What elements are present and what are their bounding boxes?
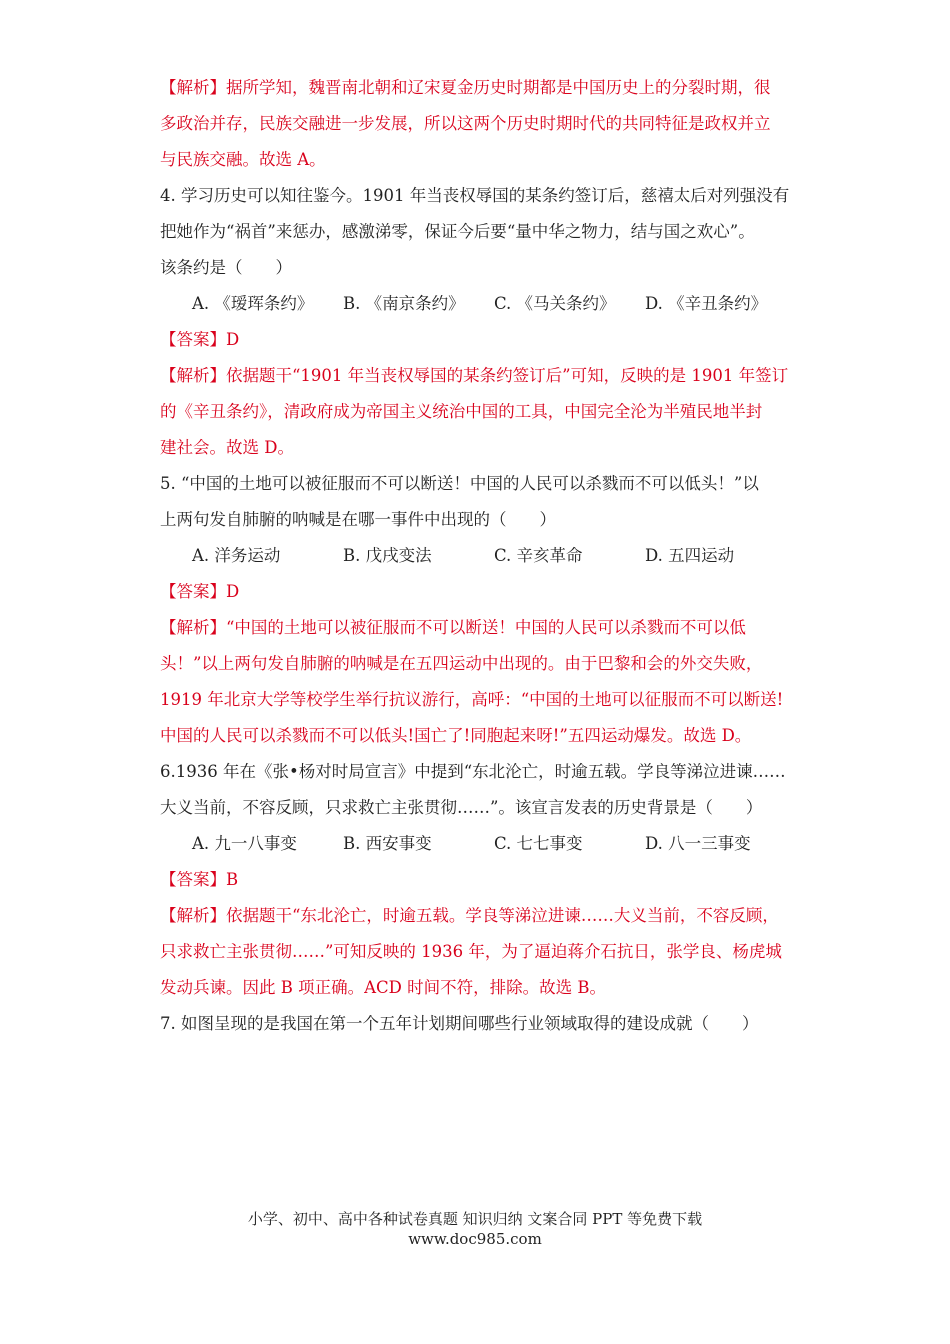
q5-answer: 【答案】D — [160, 582, 240, 601]
q6-option-c: C. 七七事变 — [494, 834, 583, 853]
q5-options — [160, 538, 800, 574]
q4-question-line-3: 该条约是（ ） — [160, 258, 292, 277]
q5-option-d: D. 五四运动 — [645, 546, 735, 565]
q4-options — [160, 286, 800, 322]
q4-analysis-line-2: 的《辛丑条约》，清政府成为帝国主义统治中国的工具，中国完全沦为半殖民地半封 — [160, 402, 763, 421]
q7-question-line-1: 7. 如图呈现的是我国在第一个五年计划期间哪些行业领域取得的建设成就（ ） — [160, 1014, 759, 1033]
q6-question-line-1: 6.1936 年在《张•杨对时局宣言》中提到“东北沦亡，时逾五载。学良等涕泣进谏…… — [160, 762, 786, 781]
q6-analysis-line-1: 【解析】依据题干“东北沦亡，时逾五载。学良等涕泣进谏……大义当前，不容反顾， — [160, 906, 779, 925]
q6-analysis-line-3: 发动兵谏。因此 B 项正确。ACD 时间不符，排除。故选 B。 — [160, 978, 606, 997]
q4-question-line-2: 把她作为“祸首”来惩办，感激涕零，保证今后要“量中华之物力，结与国之欢心”。 — [160, 222, 755, 241]
q5-analysis-line-1: 【解析】“中国的土地可以被征服而不可以断送！中国的人民可以杀戮而不可以低 — [160, 618, 746, 637]
q4-analysis-line-3: 建社会。故选 D。 — [160, 438, 294, 457]
footer-website-link[interactable]: www.doc985.com — [408, 1230, 542, 1248]
q5-option-c: C. 辛亥革命 — [494, 546, 583, 565]
q6-question-line-2: 大义当前，不容反顾，只求救亡主张贯彻……”。该宣言发表的历史背景是（ ） — [160, 798, 763, 817]
q5-option-a: A. 洋务运动 — [192, 546, 281, 565]
q3-analysis-line-2: 多政治并存，民族交融进一步发展，所以这两个历史时期时代的共同特征是政权并立 — [160, 114, 771, 133]
q4-option-d: D. 《辛丑条约》 — [645, 294, 768, 313]
q6-answer: 【答案】B — [160, 870, 239, 889]
q4-answer: 【答案】D — [160, 330, 240, 349]
q4-option-b: B. 《南京条约》 — [343, 294, 465, 313]
q5-analysis-line-2: 头！”以上两句发自肺腑的呐喊是在五四运动中出现的。由于巴黎和会的外交失败， — [160, 654, 763, 673]
q5-option-b: B. 戊戌变法 — [343, 546, 432, 565]
document-page — [160, 70, 800, 1042]
q5-question-line-2: 上两句发自肺腑的呐喊是在哪一事件中出现的（ ） — [160, 510, 556, 529]
q4-question-line-1: 4. 学习历史可以知往鉴今。1901 年当丧权辱国的某条约签订后，慈禧太后对列强没有 — [160, 186, 790, 205]
q3-analysis-line-3: 与民族交融。故选 A。 — [160, 150, 326, 169]
q5-question-line-1: 5. “中国的土地可以被征服而不可以断送！中国的人民可以杀戮而不可以低头！”以 — [160, 474, 759, 493]
q6-option-d: D. 八一三事变 — [645, 834, 751, 853]
q6-options — [160, 826, 800, 862]
q5-analysis-line-4: 中国的人民可以杀戮而不可以低头!国亡了!同胞起来呀!”五四运动爆发。故选 D。 — [160, 726, 752, 745]
q4-analysis-line-1: 【解析】依据题干“1901 年当丧权辱国的某条约签订后”可知，反映的是 1901 年签订 — [160, 366, 789, 385]
q4-option-a: A. 《瑷珲条约》 — [192, 294, 314, 313]
footer-promo-text: 小学、初中、高中各种试卷真题 知识归纳 文案合同 PPT 等免费下载 — [247, 1210, 703, 1228]
q6-analysis-line-2: 只求救亡主张贯彻……”可知反映的 1936 年，为了逼迫蒋介石抗日，张学良、杨虎城 — [160, 942, 782, 961]
q5-analysis-line-3: 1919 年北京大学等校学生举行抗议游行，高呼：“中国的土地可以征服而不可以断送! — [160, 690, 784, 709]
q4-option-c: C. 《马关条约》 — [494, 294, 616, 313]
q6-option-a: A. 九一八事变 — [192, 834, 297, 853]
q3-analysis-line-1: 【解析】据所学知，魏晋南北朝和辽宋夏金历史时期都是中国历史上的分裂时期，很 — [160, 78, 771, 97]
q6-option-b: B. 西安事变 — [343, 834, 432, 853]
